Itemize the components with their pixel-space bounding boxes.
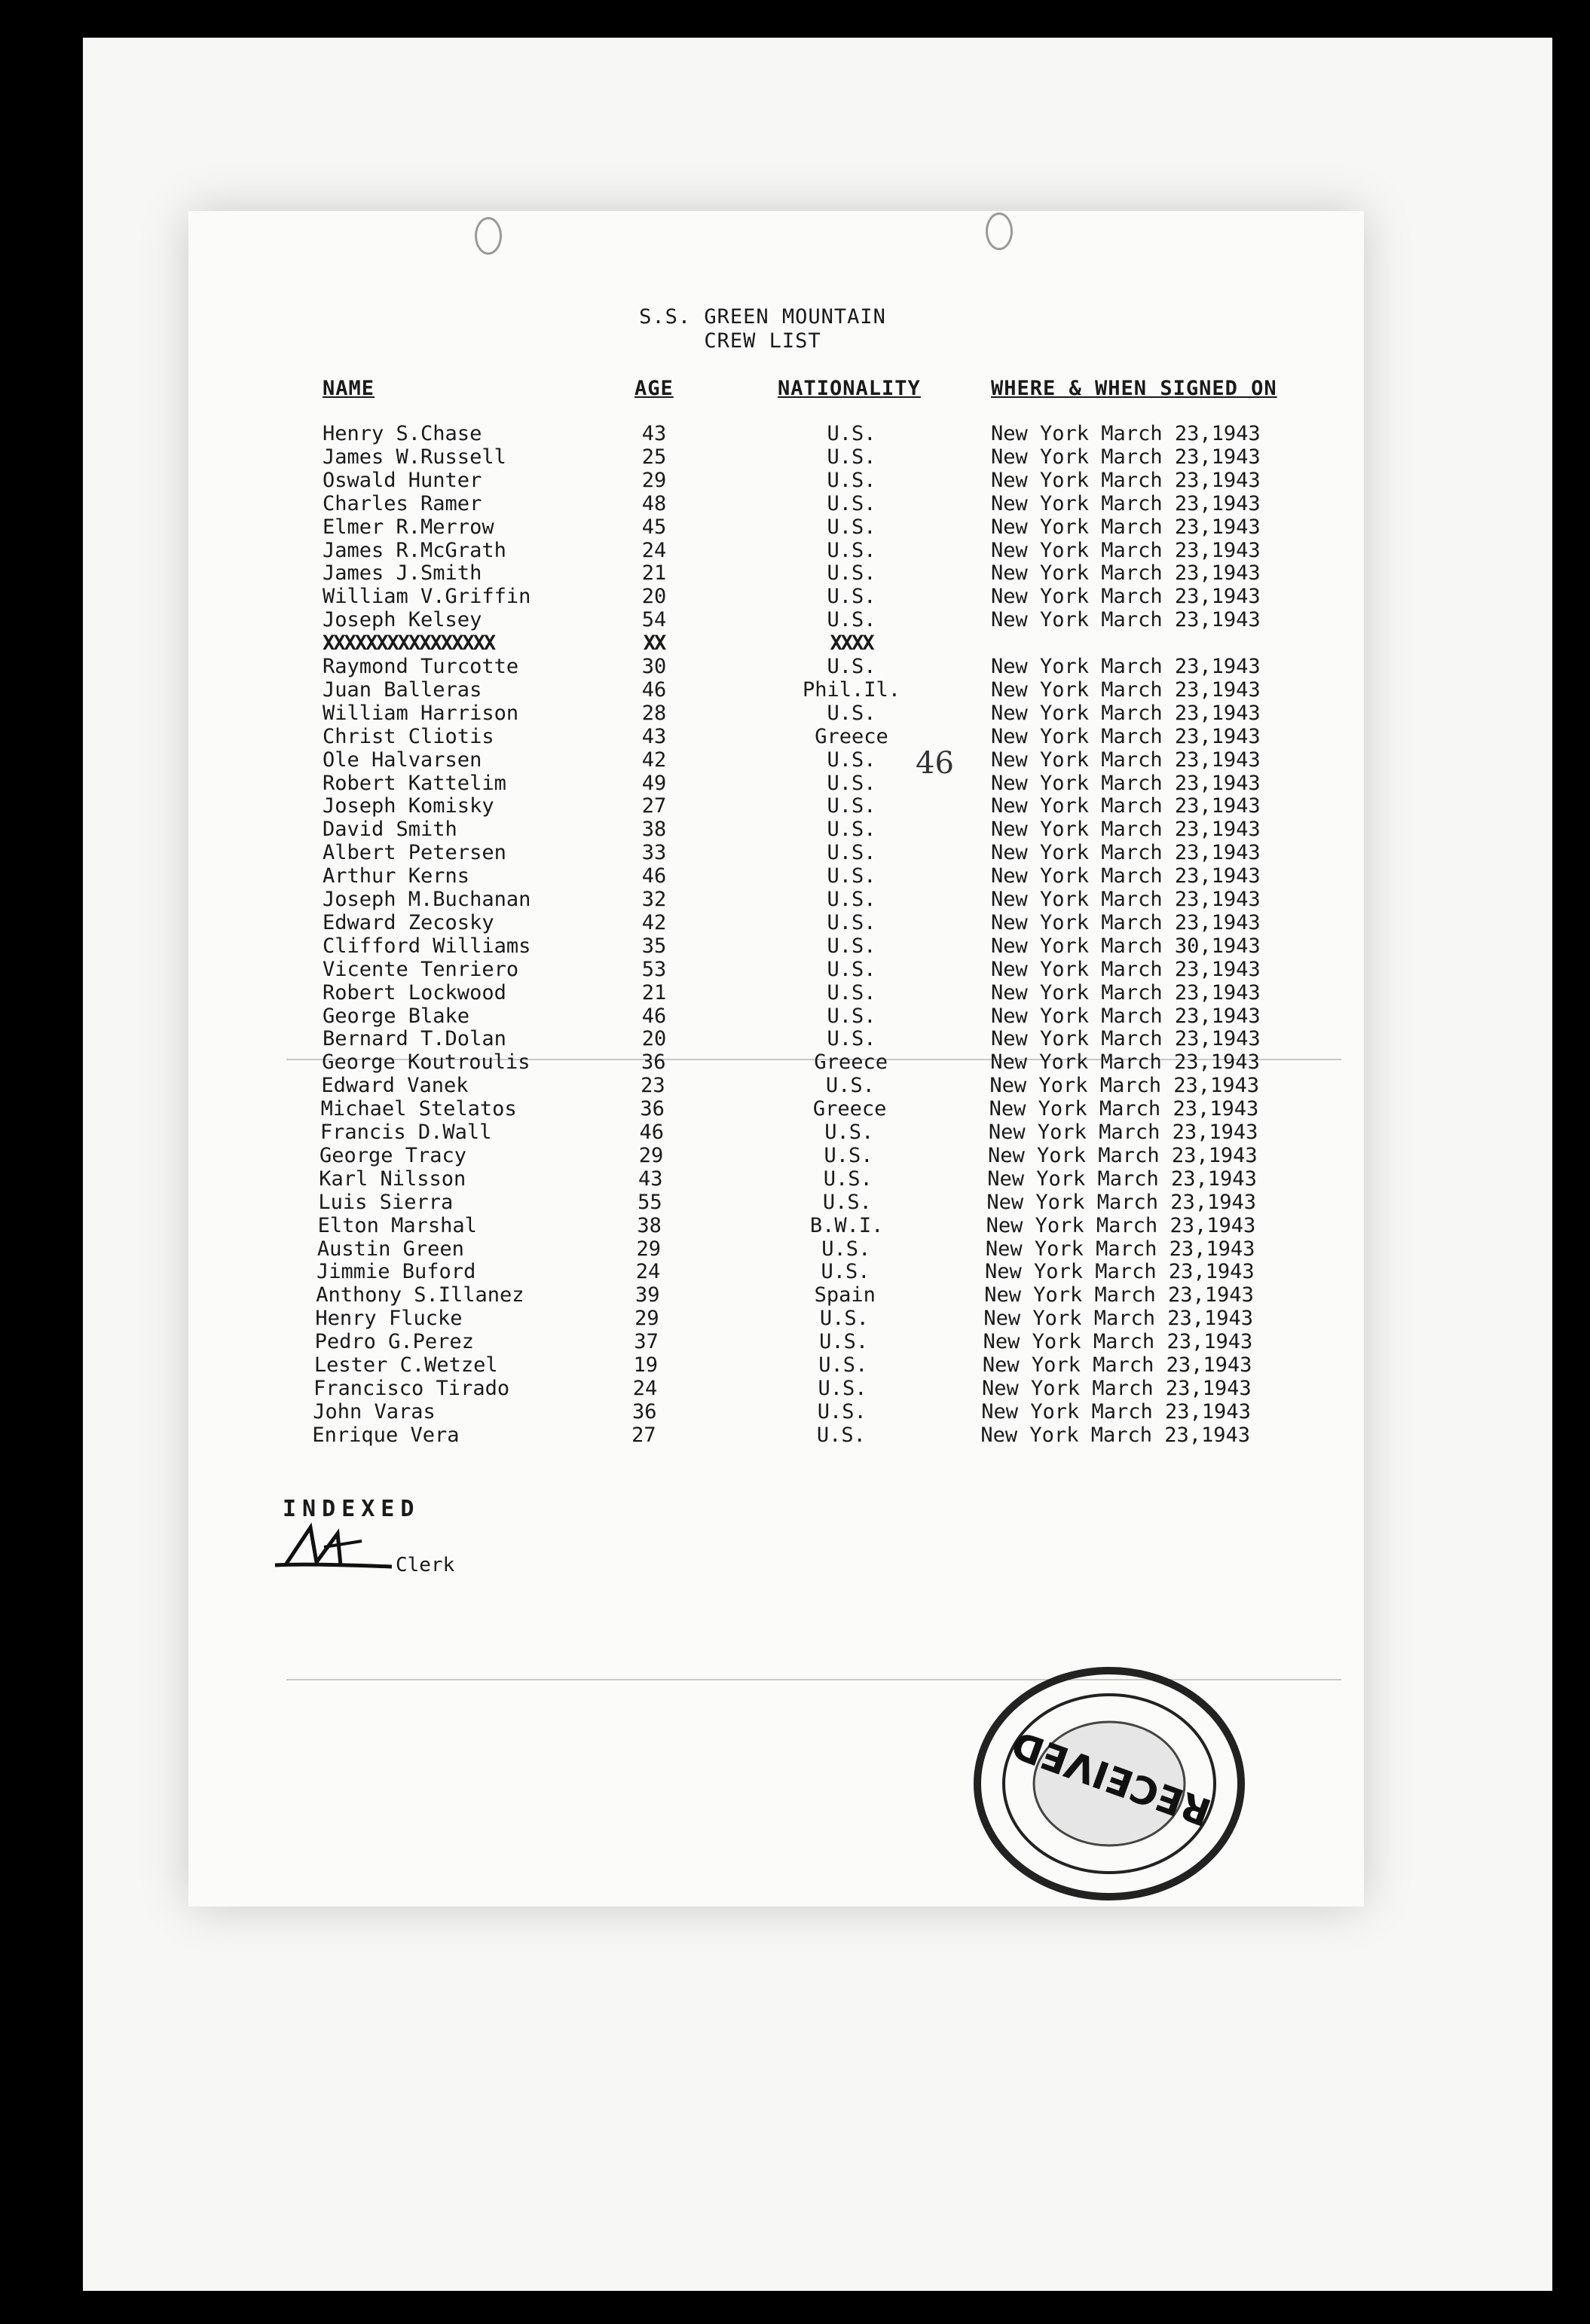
cell-nat: U.S. [827,701,876,725]
cell-age: 33 [641,841,667,865]
cell-name: Henry S.Chase [323,422,482,445]
cell-where: New York March 23,1943 [983,1307,1254,1331]
cell-where: New York March 23,1943 [986,1213,1256,1237]
cell-nat: U.S. [827,468,876,492]
cell-nat: U.S. [827,841,876,865]
cell-nat: Greece [814,1050,888,1075]
column-header-where: WHERE & WHEN SIGNED ON [991,377,1277,400]
cell-age: XX [643,631,665,656]
cell-where: New York March 23,1943 [982,1353,1252,1377]
punch-hole-icon [475,217,502,255]
cell-age: 36 [640,1097,665,1121]
cell-where: New York March 23,1943 [991,771,1261,795]
cell-nat: U.S. [819,1307,869,1331]
cell-where: New York March 23,1943 [988,1143,1258,1167]
list-title: CREW LIST [704,329,821,353]
cell-nat: U.S. [827,655,876,678]
cell-nat: U.S. [821,1237,871,1261]
cell-age: 46 [639,1121,665,1144]
cell-age: 29 [638,1143,664,1167]
cell-age: 43 [638,1167,663,1191]
cell-where: New York March 23,1943 [991,888,1261,911]
cell-nat: U.S. [827,515,876,539]
cell-name: Jimmie Buford [316,1260,476,1284]
cell-age: 48 [641,491,667,515]
cell-where: New York March 23,1943 [991,538,1261,562]
clerk-signature-icon [271,1518,399,1579]
column-header-nationality: NATIONALITY [778,377,921,400]
cell-nat: U.S. [822,1190,872,1214]
cell-where: New York March 23,1943 [991,608,1261,632]
cell-nat: U.S. [827,818,876,842]
cell-nat: U.S. [818,1376,867,1400]
cell-nat: U.S. [827,980,876,1005]
cell-name: Anthony S.Illanez [316,1283,524,1307]
cell-age: 35 [641,934,667,958]
clerk-label: Clerk [396,1554,455,1576]
cell-where: New York March 23,1943 [989,1074,1260,1098]
cell-nat: U.S. [827,561,876,586]
cell-name: George Tracy [320,1143,467,1167]
cell-age: 36 [631,1399,657,1423]
cell-where: New York March 23,1943 [986,1190,1257,1214]
cell-nat: U.S. [819,1330,869,1354]
cell-where: New York March 23,1943 [991,445,1261,469]
cell-nat: U.S. [827,910,876,934]
cell-where: New York March 23,1943 [990,1050,1260,1075]
cell-age: 30 [641,655,667,678]
cell-name: John Varas [313,1399,436,1423]
cell-name: Charles Ramer [323,491,482,515]
cell-name: Francis D.Wall [320,1121,492,1144]
cell-nat: U.S. [827,538,876,562]
cell-where: New York March 23,1943 [991,677,1261,702]
cell-where: New York March 23,1943 [985,1237,1255,1261]
cell-where: New York March 23,1943 [991,1004,1261,1028]
cell-age: 36 [641,1050,666,1075]
cell-name: James J.Smith [323,561,482,586]
cell-where: New York March 23,1943 [991,561,1261,586]
cell-nat: U.S. [827,748,876,772]
cell-name: Clifford Williams [323,934,531,958]
cell-where: New York March 23,1943 [983,1330,1253,1354]
cell-age: 38 [641,818,667,842]
cell-age: 24 [635,1260,661,1284]
cell-age: 19 [633,1353,659,1377]
cell-where: New York March 23,1943 [991,515,1261,539]
cell-where: New York March 23,1943 [991,701,1261,725]
cell-name: Edward Zecosky [323,910,494,934]
cell-where: New York March 23,1943 [984,1283,1254,1307]
cell-where: New York March 23,1943 [991,422,1261,445]
cell-age: 46 [641,677,667,702]
cell-name: Christ Cliotis [323,724,494,748]
cell-name: Michael Stelatos [320,1097,517,1121]
cell-name: Bernard T.Dolan [323,1027,506,1051]
cell-nat: U.S. [824,1143,873,1167]
cell-age: 24 [641,538,667,562]
cell-nat: U.S. [827,957,876,981]
cell-where: New York March 23,1943 [991,957,1261,981]
cell-where: New York March 23,1943 [991,748,1261,772]
cell-name: Elmer R.Merrow [323,515,494,539]
cell-nat: U.S. [824,1121,874,1144]
cell-age: 55 [638,1190,662,1214]
cell-nat: U.S. [827,422,876,445]
cell-nat: U.S. [821,1260,870,1284]
cell-age: 53 [641,957,667,981]
indexed-stamp: INDEXED [283,1496,420,1522]
cell-nat: Greece [815,724,888,748]
cell-where: New York March 23,1943 [991,794,1261,818]
cell-nat: U.S. [827,771,876,795]
cell-name: Austin Green [316,1237,464,1261]
cell-where: New York March 23,1943 [987,1167,1257,1191]
cell-age: 23 [641,1074,665,1098]
cell-name: James R.McGrath [323,538,506,562]
cell-age: 32 [641,888,667,911]
cell-nat: U.S. [818,1353,868,1377]
cell-where: New York March 23,1943 [980,1423,1251,1447]
cell-nat: U.S. [827,491,876,515]
cell-age: 43 [641,724,667,748]
ship-title: S.S. GREEN MOUNTAIN [639,305,886,329]
punch-hole-icon [986,213,1013,250]
cell-nat: U.S. [827,1027,876,1051]
cell-name: Joseph Komisky [323,794,494,818]
cell-age: 28 [641,701,667,725]
cell-where: New York March 23,1943 [991,841,1261,865]
cell-name: Raymond Turcotte [323,655,519,678]
cell-name: James W.Russell [323,445,506,469]
cell-age: 29 [636,1237,662,1261]
cell-age: 21 [641,980,667,1005]
cell-nat: U.S. [827,1004,876,1028]
cell-age: 45 [641,515,667,539]
cell-name: William Harrison [323,701,519,725]
cell-where: New York March 23,1943 [991,818,1261,842]
cell-name: Arthur Kerns [323,864,470,888]
cell-nat: Phil.Il. [802,677,901,702]
cell-nat: U.S. [823,1167,873,1191]
cell-where: New York March 23,1943 [991,585,1261,609]
column-header-name: NAME [323,377,375,400]
cell-name: Karl Nilsson [319,1167,466,1191]
cell-name: Francisco Tirado [313,1376,510,1400]
cell-age: 20 [641,1027,667,1051]
cell-age: 43 [641,422,667,445]
cell-nat: Spain [814,1283,876,1307]
cell-name: George Blake [323,1004,470,1028]
cell-name: William V.Griffin [323,585,531,609]
cell-where: New York March 30,1943 [991,934,1261,958]
page-number: 46 [916,746,954,781]
cell-nat: U.S. [825,1074,875,1098]
cell-where: New York March 23,1943 [991,655,1261,678]
cell-name: Pedro G.Perez [314,1330,474,1354]
column-header-age: AGE [634,377,674,400]
cell-age: 42 [641,910,667,934]
cell-age: 27 [641,794,667,818]
cell-nat: U.S. [827,585,876,609]
cell-age: 46 [641,864,667,888]
cell-nat: U.S. [816,1423,866,1447]
cell-name: Albert Petersen [323,841,506,865]
cell-age: 38 [637,1213,662,1237]
cell-name: Henry Flucke [315,1307,463,1331]
cell-nat: U.S. [827,864,876,888]
cell-age: 24 [632,1376,658,1400]
cell-age: 29 [634,1307,659,1331]
cell-name: Ole Halvarsen [323,748,482,772]
cell-name: Robert Kattelim [323,771,506,795]
cell-nat: B.W.I. [809,1213,884,1237]
cell-name: Joseph M.Buchanan [323,888,531,911]
cell-name: George Koutroulis [322,1050,531,1075]
cell-name: Joseph Kelsey [323,608,482,632]
cell-age: 46 [641,1004,667,1028]
cell-name: Edward Vanek [321,1074,469,1098]
cell-where: New York March 23,1943 [991,864,1261,888]
cell-nat: U.S. [817,1399,867,1423]
cell-age: 21 [641,561,667,586]
cell-age: 39 [634,1283,660,1307]
cell-age: 42 [641,748,667,772]
cell-where: New York March 23,1943 [991,724,1261,748]
cell-where: New York March 23,1943 [988,1121,1258,1144]
cell-name: Enrique Vera [312,1423,460,1447]
cell-where: New York March 23,1943 [985,1260,1255,1284]
cell-name: Luis Sierra [318,1190,454,1214]
cell-where: New York March 23,1943 [991,980,1261,1005]
cell-nat: U.S. [827,445,876,469]
cell-where: New York March 23,1943 [991,1027,1261,1051]
cell-where: New York March 23,1943 [989,1097,1259,1121]
cell-age: 29 [641,468,667,492]
cell-age: 20 [641,585,667,609]
cell-age: 49 [641,771,667,795]
cell-age: 54 [641,608,667,632]
cell-name: Lester C.Wetzel [313,1353,498,1377]
cell-where: New York March 23,1943 [991,468,1261,492]
cell-where: New York March 23,1943 [991,491,1261,515]
cell-where: New York March 23,1943 [991,910,1261,934]
cell-name: Vicente Tenriero [323,957,519,981]
cell-nat: U.S. [827,608,876,632]
cell-age: 25 [641,445,667,469]
received-stamp-icon [966,1659,1252,1900]
cell-age: 27 [631,1423,656,1447]
cell-name: XXXXXXXXXXXXXXXX [323,631,495,656]
cell-age: 37 [634,1330,659,1354]
cell-where: New York March 23,1943 [982,1376,1252,1400]
cell-name: Oswald Hunter [323,468,482,492]
cell-where: New York March 23,1943 [981,1399,1251,1423]
cell-nat: Greece [812,1097,887,1121]
cell-name: Juan Balleras [323,677,482,702]
cell-nat: U.S. [827,794,876,818]
cell-nat: XXXX [830,631,873,656]
cell-nat: U.S. [827,934,876,958]
cell-nat: U.S. [827,888,876,911]
cell-name: Elton Marshal [317,1213,477,1237]
cell-name: Robert Lockwood [323,980,506,1005]
cell-name: David Smith [323,818,457,842]
stamp-text: RECEIVED [1005,1721,1217,1835]
